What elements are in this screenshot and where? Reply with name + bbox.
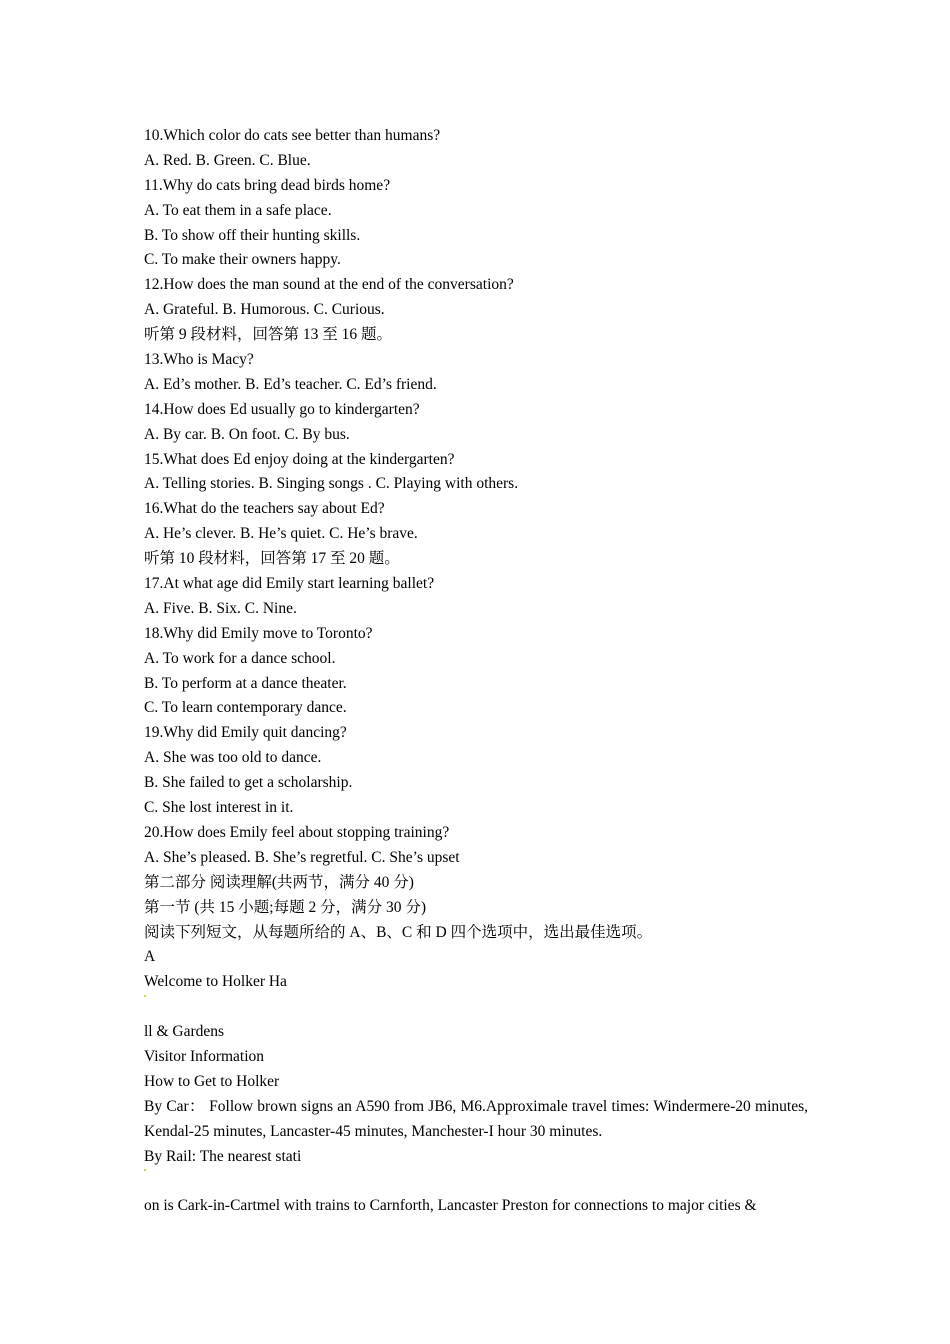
break-marker	[144, 995, 146, 997]
question-17-options: A. Five. B. Six. C. Nine.	[144, 599, 297, 617]
reading-instruction: 阅读下列短文，从每题所给的 A、B、C 和 D 四个选项中，选出最佳选项。	[144, 923, 653, 941]
question-17: 17.At what age did Emily start learning ballet?	[144, 575, 435, 593]
question-14: 14.How does Ed usually go to kindergarten?	[144, 400, 420, 418]
question-19-option-c: C. She lost interest in it.	[144, 799, 294, 817]
by-car-paragraph: By Car： Follow brown signs an A590 from JB6, M6.Approximale travel times: Windermere-20 minutes, Kendal-25 minutes, Lancaster-45 minutes, Manchester-I hour 30 minutes.	[144, 1097, 808, 1140]
visitor-information-heading: Visitor Information	[144, 1047, 265, 1065]
question-18-option-a: A. To work for a dance school.	[144, 649, 336, 667]
document-body	[144, 124, 808, 1219]
passage-title-start: Welcome to Holker Ha	[144, 973, 287, 991]
page-break-gap-2	[144, 1169, 808, 1194]
question-11: 11.Why do cats bring dead birds home?	[144, 176, 391, 194]
question-13: 13.Who is Macy?	[144, 351, 254, 369]
question-15: 15.What does Ed enjoy doing at the kindergarten?	[144, 450, 455, 468]
question-18: 18.Why did Emily move to Toronto?	[144, 624, 373, 642]
by-rail-start: By Rail: The nearest stati	[144, 1147, 302, 1165]
question-18-option-c: C. To learn contemporary dance.	[144, 699, 347, 717]
question-13-options: A. Ed’s mother. B. Ed’s teacher. C. Ed’s friend.	[144, 375, 437, 393]
question-19-option-b: B. She failed to get a scholarship.	[144, 774, 353, 792]
passage-label: A	[144, 948, 156, 966]
question-16-options: A. He’s clever. B. He’s quiet. C. He’s brave.	[144, 525, 418, 543]
question-20: 20.How does Emily feel about stopping training?	[144, 823, 450, 841]
question-16: 16.What do the teachers say about Ed?	[144, 500, 385, 518]
section-one-heading: 第一节 (共 15 小题;每题 2 分，满分 30 分)	[144, 898, 427, 916]
question-19: 19.Why did Emily quit dancing?	[144, 724, 347, 742]
part-two-heading: 第二部分 阅读理解(共两节，满分 40 分)	[144, 873, 414, 891]
by-rail-continued: on is Cark-in-Cartmel with trains to Carnforth, Lancaster Preston for connections to major cities &	[144, 1197, 757, 1215]
section-instruction-10: 听第 10 段材料，回答第 17 至 20 题。	[144, 550, 400, 568]
question-18-option-b: B. To perform at a dance theater.	[144, 674, 347, 692]
question-14-options: A. By car. B. On foot. C. By bus.	[144, 425, 350, 443]
question-11-option-c: C. To make their owners happy.	[144, 251, 341, 269]
question-10-options: A. Red. B. Green. C. Blue.	[144, 151, 311, 169]
passage-title-end: ll & Gardens	[144, 1023, 225, 1041]
how-to-get-heading: How to Get to Holker	[144, 1072, 280, 1090]
section-instruction-9: 听第 9 段材料，回答第 13 至 16 题。	[144, 326, 393, 344]
question-11-option-b: B. To show off their hunting skills.	[144, 226, 361, 244]
question-19-option-a: A. She was too old to dance.	[144, 749, 322, 767]
question-20-options: A. She’s pleased. B. She’s regretful. C. She’s upset	[144, 848, 460, 866]
question-10: 10.Which color do cats see better than humans?	[144, 127, 441, 144]
break-marker	[144, 1169, 146, 1171]
question-15-options: A. Telling stories. B. Singing songs . C. Playing with others.	[144, 475, 519, 493]
question-12-options: A. Grateful. B. Humorous. C. Curious.	[144, 301, 385, 319]
question-11-option-a: A. To eat them in a safe place.	[144, 201, 332, 219]
page-break-gap	[144, 995, 808, 1020]
question-12: 12.How does the man sound at the end of the conversation?	[144, 276, 514, 294]
